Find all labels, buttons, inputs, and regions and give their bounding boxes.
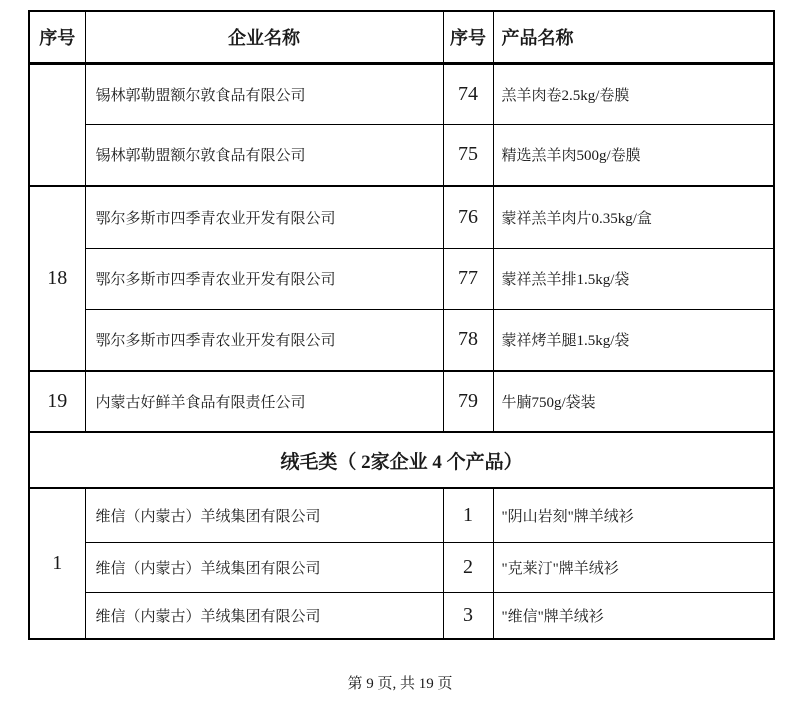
company-seq-cell-empty — [29, 63, 85, 186]
company-name-cell: 锡林郭勒盟额尔敦食品有限公司 — [85, 124, 443, 186]
header-company-name: 企业名称 — [85, 11, 443, 63]
table-row — [29, 542, 774, 592]
product-name-cell: 蒙祥羔羊排1.5kg/袋 — [493, 248, 774, 309]
table-row — [29, 309, 774, 371]
company-name-cell: 维信（内蒙古）羊绒集团有限公司 — [85, 592, 443, 639]
page-number-text: 第 9 页, 共 19 页 — [347, 676, 453, 692]
product-seq-cell: 3 — [443, 592, 493, 639]
table-row — [29, 63, 774, 124]
company-name-cell: 鄂尔多斯市四季青农业开发有限公司 — [85, 309, 443, 371]
product-name-cell: 精选羔羊肉500g/卷膜 — [493, 124, 774, 186]
table-row — [29, 124, 774, 186]
company-seq-cell: 1 — [29, 488, 85, 639]
product-seq-cell: 2 — [443, 542, 493, 592]
product-name-cell: "克莱汀"牌羊绒衫 — [493, 542, 774, 592]
company-name-cell: 维信（内蒙古）羊绒集团有限公司 — [85, 488, 443, 542]
table-row — [29, 592, 774, 639]
product-name-cell: 蒙祥羔羊肉片0.35kg/盒 — [493, 186, 774, 248]
product-name-cell: "维信"牌羊绒衫 — [493, 592, 774, 639]
table-row — [29, 371, 774, 432]
table-row — [29, 186, 774, 248]
product-name-cell: "阴山岩刻"牌羊绒衫 — [493, 488, 774, 542]
product-seq-cell: 78 — [443, 309, 493, 371]
company-name-cell: 内蒙古好鲜羊食品有限责任公司 — [85, 371, 443, 432]
section-header-row — [29, 432, 774, 488]
table-header-row — [29, 11, 774, 63]
company-seq-cell: 18 — [29, 186, 85, 371]
company-name-cell: 锡林郭勒盟额尔敦食品有限公司 — [85, 63, 443, 124]
company-name-cell: 维信（内蒙古）羊绒集团有限公司 — [85, 542, 443, 592]
product-seq-cell: 79 — [443, 371, 493, 432]
product-seq-cell: 74 — [443, 63, 493, 124]
header-company-seq: 序号 — [29, 11, 85, 63]
company-seq-cell: 19 — [29, 371, 85, 432]
company-name-cell: 鄂尔多斯市四季青农业开发有限公司 — [85, 248, 443, 309]
product-name-cell: 羔羊肉卷2.5kg/卷膜 — [493, 63, 774, 124]
product-seq-cell: 76 — [443, 186, 493, 248]
product-name-cell: 蒙祥烤羊腿1.5kg/袋 — [493, 309, 774, 371]
header-product-name: 产品名称 — [493, 11, 774, 63]
page-footer — [0, 672, 800, 693]
section-header-cell: 绒毛类（ 2家企业 4 个产品） — [29, 432, 774, 488]
product-seq-cell: 77 — [443, 248, 493, 309]
product-name-cell: 牛腩750g/袋装 — [493, 371, 774, 432]
header-product-seq: 序号 — [443, 11, 493, 63]
table-row — [29, 488, 774, 542]
product-seq-cell: 1 — [443, 488, 493, 542]
company-name-cell: 鄂尔多斯市四季青农业开发有限公司 — [85, 186, 443, 248]
table-row — [29, 248, 774, 309]
product-seq-cell: 75 — [443, 124, 493, 186]
company-product-table — [28, 10, 775, 640]
